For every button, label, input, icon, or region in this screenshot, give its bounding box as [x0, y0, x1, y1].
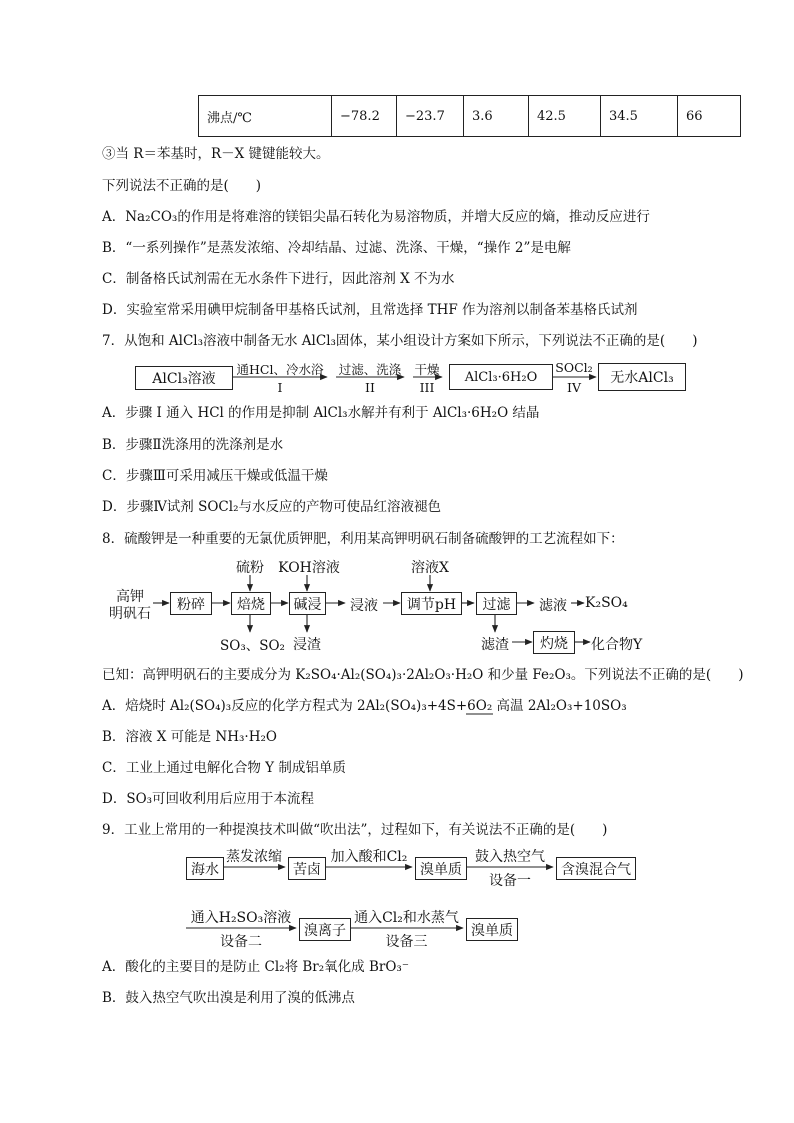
reaction-condition: 高温 [496, 698, 524, 714]
q6-stem: 下列说法不正确的是( ) [102, 178, 262, 194]
filter-residue-label: 滤渣 [481, 637, 509, 653]
q8-option-a [102, 697, 627, 715]
equipment-2: 设备二 [220, 934, 262, 950]
step-cl2-steam: 通入Cl₂和水蒸气 [354, 910, 459, 926]
step-4-label: SOCl₂ [555, 360, 593, 375]
q9-option-b: B．鼓入热空气吹出溴是利用了溴的低沸点 [102, 990, 355, 1006]
flow-box-bromide-ion: 溴离子 [299, 918, 351, 941]
q6-option-b: B．“一系列操作”是蒸发浓缩、冷却结晶、过滤、洗涤、干燥，“操作 2”是电解 [102, 240, 571, 256]
output-residue: 浸渣 [293, 637, 321, 653]
product-compound-y: 化合物Y [591, 637, 643, 653]
equipment-3: 设备三 [385, 934, 428, 950]
input-sulfur: 硫粉 [236, 560, 264, 576]
table-cell: −78.2 [332, 96, 397, 137]
q9-stem: 9．工业上常用的一种提溴技术叫做“吹出法”，过程如下，有关说法不正确的是( ) [102, 822, 608, 838]
flow-box-alcl3-solution: AlCl₃溶液 [135, 366, 233, 390]
input-koh: KOH溶液 [278, 560, 340, 576]
q8-option-c: C．工业上通过电解化合物 Y 制成铝单质 [102, 760, 346, 776]
q9-option-a: A．酸化的主要目的是防止 Cl₂将 Br₂氧化成 BrO₃⁻ [102, 959, 409, 975]
equipment-1: 设备一 [489, 873, 531, 889]
leachate-label: 浸液 [350, 598, 378, 614]
flow-box-anhydrous: 无水AlCl₃ [598, 363, 686, 391]
step-3-label: 干燥 [414, 362, 440, 377]
flow-box-bittern: 苦卤 [288, 857, 326, 880]
flow-box-crush: 粉碎 [170, 592, 212, 615]
note-3: ③当 R＝苯基时，R－X 键键能较大。 [102, 146, 330, 162]
step-2-number: II [365, 380, 375, 395]
table-cell: 34.5 [601, 96, 678, 137]
q7-option-b: B．步骤Ⅱ洗涤用的洗涤剂是水 [102, 437, 284, 453]
q7-option-a: A．步骤 I 通入 HCl 的作用是抑制 AlCl₃水解并有利于 AlCl₃·6H₂O 结晶 [102, 405, 540, 421]
input-solution-x: 溶液X [411, 560, 449, 576]
q7-stem: 7．从饱和 AlCl₃溶液中制备无水 AlCl₃固体，某小组设计方案如下所示，下列说法不正确的是( ) [102, 333, 698, 349]
flow-box-seawater: 海水 [186, 857, 224, 880]
q6-option-a: A．Na₂CO₃的作用是将难溶的镁铝尖晶石转化为易溶物质，并增大反应的熵，推动反应进行 [102, 209, 650, 225]
raw-material-line1: 高钾 [116, 589, 144, 605]
q8-option-a-lhs: A．焙烧时 Al₂(SO₄)₃反应的化学方程式为 2Al₂(SO₄)₃+4S+6O₂ [102, 698, 497, 714]
step-h2so3: 通入H₂SO₃溶液 [190, 910, 292, 926]
step-1-number: I [277, 380, 283, 395]
table-cell: 42.5 [529, 96, 601, 137]
q6-option-d: D．实验室常采用碘甲烷制备甲基格氏试剂，且常选择 THF 作为溶剂以制备苯基格氏试剂 [102, 302, 638, 318]
q7-option-c: C．步骤Ⅲ可采用减压干燥或低温干燥 [102, 468, 328, 484]
step-4-number: IV [567, 380, 581, 395]
step-3-number: III [419, 380, 435, 395]
step-1-label: 通HCl、冷水浴 [236, 362, 324, 377]
flow-box-bromine-2: 溴单质 [466, 918, 518, 941]
step-2-label: 过滤、洗涤 [338, 362, 402, 377]
table-cell: 3.6 [464, 96, 529, 137]
q8-option-d: D．SO₃可回收利用后应用于本流程 [102, 791, 315, 807]
flow-box-alkali-leach: 碱浸 [289, 592, 326, 615]
table-cell: 66 [678, 96, 741, 137]
step-hot-air: 鼓入热空气 [475, 849, 545, 865]
flow-box-calcine: 灼烧 [533, 631, 575, 654]
flow-box-adjust-ph: 调节pH [401, 592, 462, 615]
table-cell: −23.7 [397, 96, 464, 137]
step-evaporate: 蒸发浓缩 [226, 849, 282, 865]
q8-known: 已知：高钾明矾石的主要成分为 K₂SO₄·Al₂(SO₄)₃·2Al₂O₃·H₂O 和少量 Fe₂O₃。下列说法不正确的是( ) [102, 667, 744, 683]
step-add-acid-cl2: 加入酸和Cl₂ [330, 849, 408, 865]
q8-option-a-rhs: 2Al₂O₃+10SO₃ [523, 698, 627, 714]
flow-box-filter: 过滤 [476, 592, 517, 615]
flow-box-bromine-gas-mix: 含溴混合气 [556, 857, 636, 880]
q8-stem: 8．硫酸钾是一种重要的无氯优质钾肥，利用某高钾明矾石制备硫酸钾的工艺流程如下： [102, 531, 624, 547]
q6-option-c: C．制备格氏试剂需在无水条件下进行，因此溶剂 X 不为水 [102, 271, 455, 287]
filtrate-label: 滤液 [539, 598, 567, 614]
flow-box-roast: 焙烧 [231, 592, 271, 615]
q8-option-b: B．溶液 X 可能是 NH₃·H₂O [102, 729, 277, 745]
flow-box-bromine-1: 溴单质 [415, 857, 467, 880]
product-k2so4: K₂SO₄ [585, 595, 628, 611]
table-header-cell: 沸点/℃ [199, 96, 332, 137]
output-gases: SO₃、SO₂ [220, 638, 285, 654]
flow-box-hydrate: AlCl₃·6H₂O [449, 364, 553, 390]
q7-option-d: D．步骤Ⅳ试剂 SOCl₂与水反应的产物可使品红溶液褪色 [102, 499, 441, 515]
raw-material-line2: 明矾石 [109, 606, 151, 622]
